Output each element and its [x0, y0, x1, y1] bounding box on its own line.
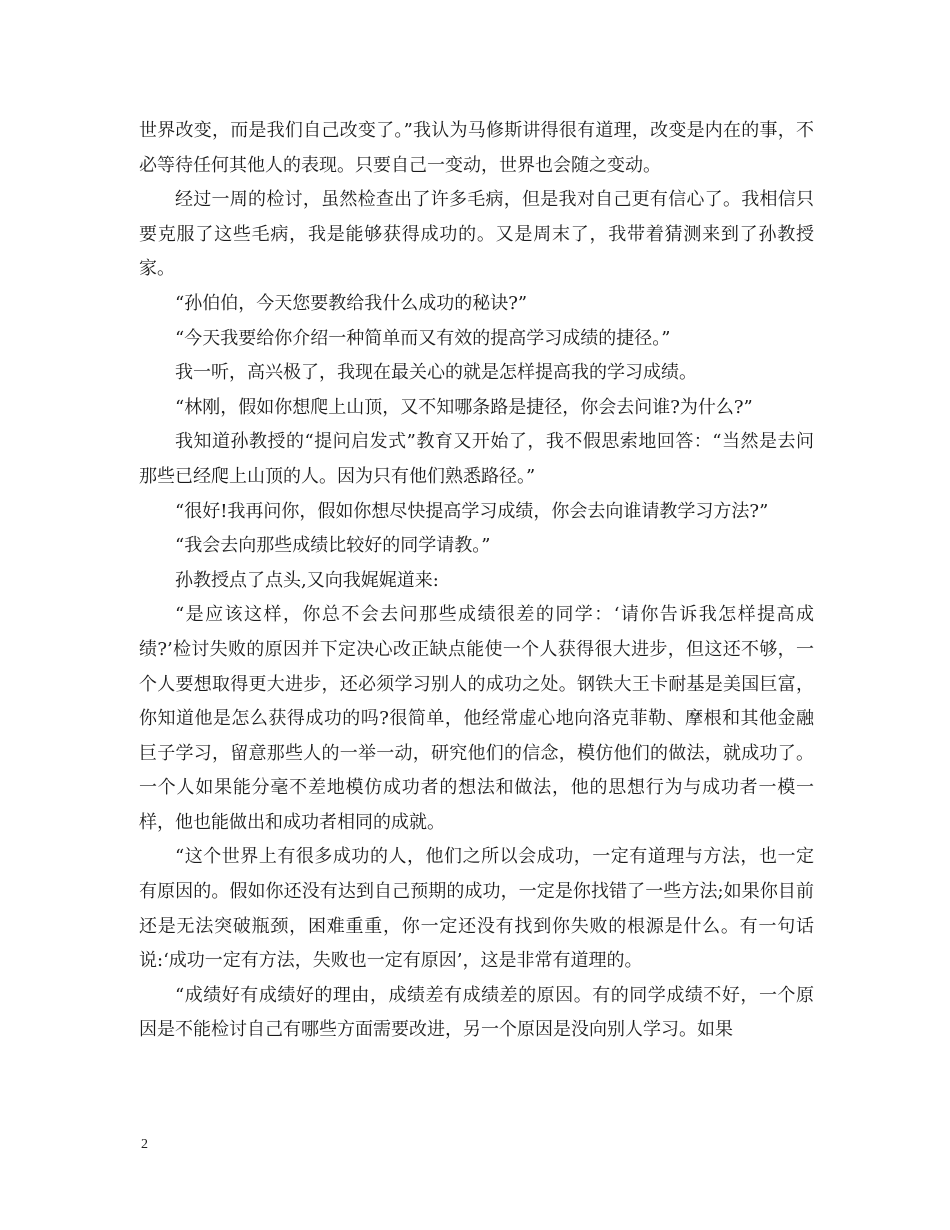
paragraph: “成绩好有成绩好的理由，成绩差有成绩差的原因。有的同学成绩不好，一个原因是不能检讨自己有哪些方面需要改进，另一个原因是没向别人学习。如果 — [139, 984, 814, 1041]
paragraph: 孙教授点了点头,又向我娓娓道来: — [175, 569, 439, 591]
paragraph: “孙伯伯，今天您要教给我什么成功的秘诀?” — [175, 292, 528, 314]
paragraph: “很好!我再问你，假如你想尽快提高学习成绩，你会去向谁请教学习方法?” — [175, 500, 769, 522]
paragraph: 世界改变，而是我们自己改变了。”我认为马修斯讲得很有道理，改变是内在的事，不必等待任何其他人的表现。只要自己一变动，世界也会随之变动。 — [139, 120, 814, 176]
body-text — [139, 114, 814, 1048]
paragraph: 经过一周的检讨，虽然检查出了许多毛病，但是我对自己更有信心了。我相信只要克服了这些毛病，我是能够获得成功的。又是周末了，我带着猜测来到了孙教授家。 — [139, 189, 814, 280]
paragraph: “这个世界上有很多成功的人，他们之所以会成功，一定有道理与方法，也一定有原因的。假如你还没有达到自己预期的成功，一定是你找错了一些方法;如果你目前还是无法突破瓶颈，困难重重，你一定还没有找到你失败的根源是什么。有一句话说:‘成功一定有方法，失败也一定有原因’，这是非常有道理的。 — [139, 846, 814, 972]
paragraph: “是应该这样，你总不会去问那些成绩很差的同学：‘请你告诉我怎样提高成绩?’检讨失败的原因并下定决心改正缺点能使一个人获得很大进步，但这还不够，一个人要想取得更大进步，还必须学习别人的成功之处。钢铁大王卡耐基是美国巨富，你知道他是怎么获得成功的吗?很简单，他经常虚心地向洛克菲勒、摩根和其他金融巨子学习，留意那些人的一举一动，研究他们的信念，模仿他们的做法，就成功了。一个人如果能分毫不差地模仿成功者的想法和做法，他的思想行为与成功者一模一样，他也能做出和成功者相同的成就。 — [139, 604, 814, 833]
paragraph: 我一听，高兴极了，我现在最关心的就是怎样提高我的学习成绩。 — [175, 362, 697, 384]
paragraph: 我知道孙教授的“提问启发式”教育又开始了，我不假思索地回答：“当然是去问那些已经爬上山顶的人。因为只有他们熟悉路径。” — [139, 431, 814, 487]
page-number: 2 — [141, 1137, 148, 1152]
paragraph: “今天我要给你介绍一种简单而又有效的提高学习成绩的捷径。” — [175, 327, 671, 349]
paragraph: “林刚，假如你想爬上山顶，又不知哪条路是捷径，你会去问谁?为什么?” — [175, 396, 753, 418]
paragraph: “我会去向那些成绩比较好的同学请教。” — [175, 535, 491, 557]
